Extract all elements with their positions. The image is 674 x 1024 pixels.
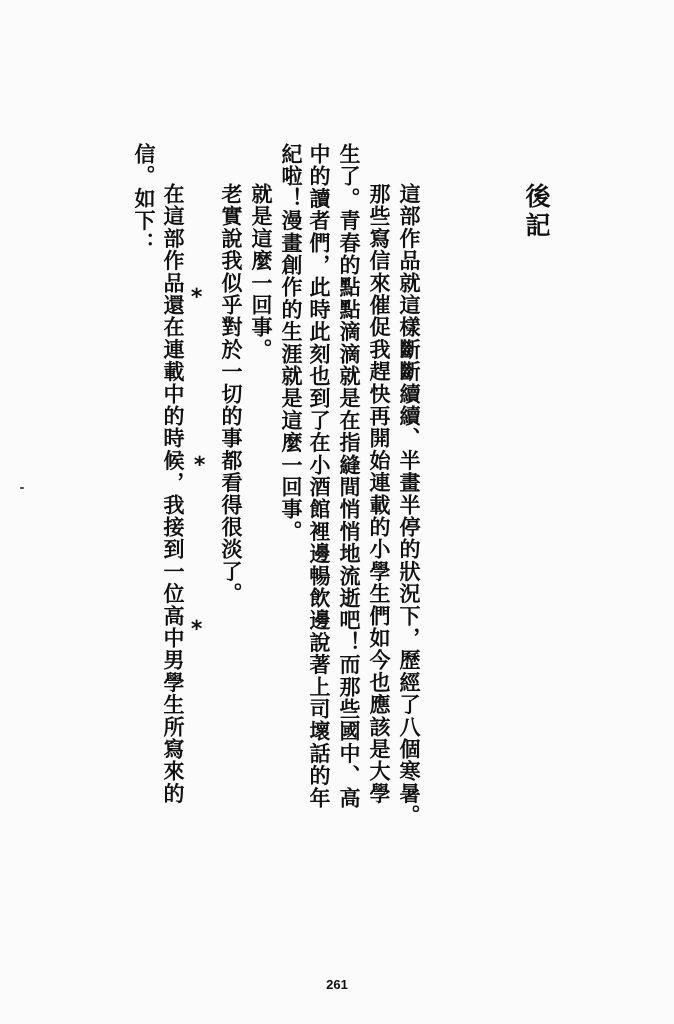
text-column-9: 信。如下： (132, 143, 156, 254)
text-column-5: 紀啦！漫畫創作的生涯就是這麼一回事。 (279, 143, 303, 543)
page-number: 261 (326, 977, 348, 992)
scan-speck (20, 487, 24, 489)
text-column-3: 生了。青春的點點滴滴就是在指縫間悄悄地流逝吧！而那些國中、高 (337, 143, 361, 809)
text-column-6: 就是這麼一回事。 (249, 183, 273, 361)
text-column-1: 這部作品就這樣斷斷續續、半畫半停的狀況下，歷經了八個寒暑。 (397, 183, 421, 827)
text-column-2: 那些寫信來催促我趕快再開始連載的小學生們如今也應該是大學 (367, 183, 391, 805)
separator-star: * (193, 453, 207, 478)
section-separator (190, 287, 214, 647)
separator-star: * (190, 285, 204, 310)
separator-star: * (190, 617, 204, 642)
text-column-4: 中的讀者們，此時此刻也到了在小酒館裡邊暢飲邊說著上司壞話的年 (307, 143, 331, 809)
page-title: 後記 (522, 183, 551, 241)
text-column-8: 在這部作品還在連載中的時候，我接到一位高中男學生所寫來的 (161, 183, 185, 805)
text-column-7: 老實說我似乎對於一切的事都看得很淡了。 (219, 183, 243, 605)
